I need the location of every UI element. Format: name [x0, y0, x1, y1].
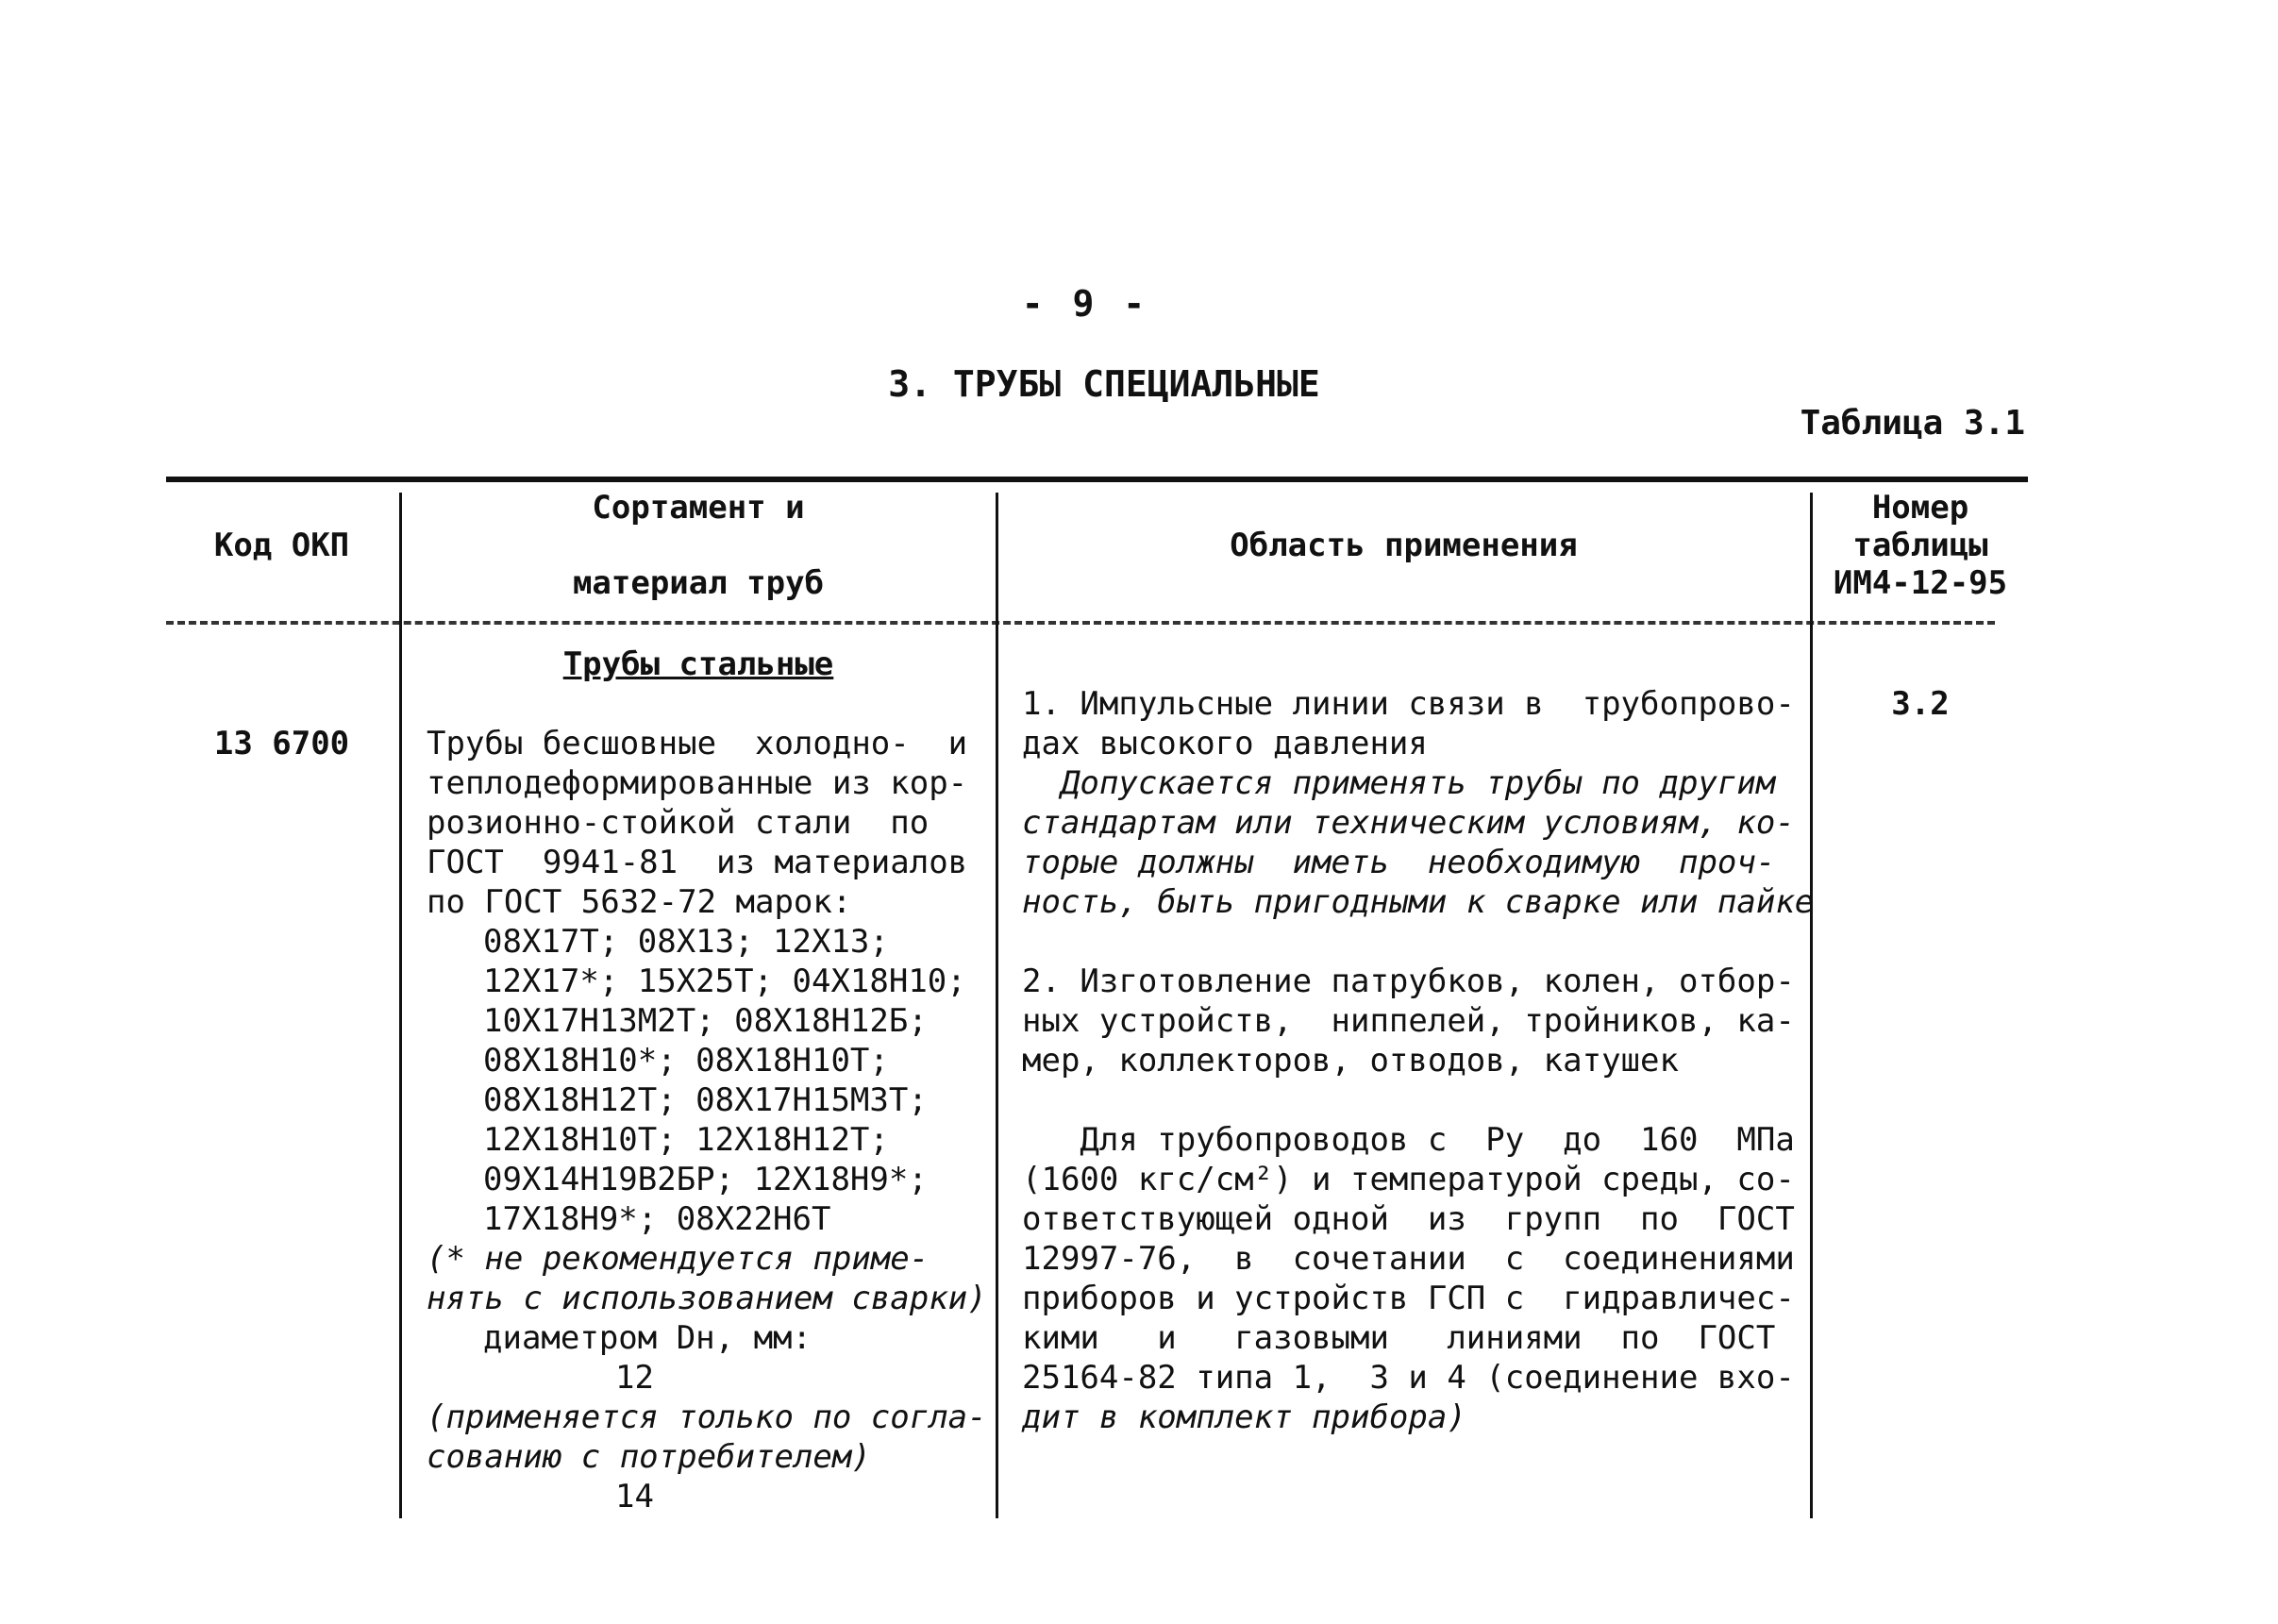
application-line: 2. Изготовление патрубков, колен, отбор-: [1022, 963, 1795, 1000]
application-line: 12997-76, в сочетании с соединениями: [1022, 1240, 1795, 1278]
steel-grades-line: 08Х18Н10*; 08Х18Н10Т;: [483, 1042, 889, 1080]
diameter-value: 12: [615, 1359, 654, 1397]
header-application: Область применения: [1230, 527, 1578, 564]
application-line: кими и газовыми линиями по ГОСТ: [1022, 1319, 1776, 1357]
application-line: 25164-82 типа 1, 3 и 4 (соединение вхо-: [1022, 1359, 1795, 1397]
header-assortment-line-2: материал труб: [572, 564, 825, 602]
table-top-rule: [166, 477, 2028, 482]
steel-grades-line: 17Х18Н9*; 08Х22Н6Т: [483, 1200, 831, 1238]
application-line: мер, коллекторов, отводов, катушек: [1022, 1042, 1679, 1080]
table-reference: 3.2: [1891, 685, 1950, 723]
blank-line: [1022, 1080, 1814, 1120]
assortment-line: Трубы бесшовные холодно- и: [427, 725, 968, 762]
welding-note-line: нять с использованием сварки): [427, 1280, 987, 1317]
assortment-line: ГОСТ 9941-81 из материалов: [427, 844, 968, 881]
agreement-note-line: (применяется только по согла-: [427, 1398, 987, 1436]
assortment-line: розионно-стойкой стали по: [427, 804, 930, 842]
section-title: 3. ТРУБЫ СПЕЦИАЛЬНЫЕ: [888, 363, 1320, 405]
application-line: 1. Импульсные линии связи в трубопрово-: [1022, 685, 1795, 723]
okp-code: 13 6700: [213, 725, 350, 762]
application-cell: [1022, 684, 1814, 1437]
permission-note-line: торые должны иметь необходимую проч-: [1022, 844, 1776, 881]
permission-note-line: ность, быть пригодными к сварке или пайке: [1022, 883, 1815, 921]
diameter-value: 14: [615, 1478, 654, 1515]
steel-grades-line: 10Х17Н13М2Т; 08Х18Н12Б;: [483, 1002, 928, 1040]
steel-grades-line: 09Х14Н19В2БР; 12Х18Н9*;: [483, 1161, 928, 1198]
assortment-cell: [427, 724, 987, 1516]
header-table-number-line-2: таблицы: [1852, 527, 1988, 564]
column-separator: [996, 493, 998, 1518]
agreement-note-line: сованию с потребителем): [427, 1438, 871, 1476]
application-line: ных устройств, ниппелей, тройников, ка-: [1022, 1002, 1795, 1040]
application-line: Для трубопроводов с Ру до 160 МПа: [1022, 1121, 1795, 1159]
header-table-number-line-3: ИМ4-12-95: [1833, 564, 2008, 602]
subheading-steel-pipes: Трубы стальные: [562, 645, 834, 683]
steel-grades-line: 08Х18Н12Т; 08Х17Н15М3Т;: [483, 1081, 928, 1119]
header-divider: [166, 621, 1995, 625]
application-line: дит в комплект прибора): [1022, 1398, 1466, 1436]
steel-grades-line: 12Х17*; 15Х25Т; 04Х18Н10;: [483, 963, 966, 1000]
column-separator: [399, 493, 402, 1518]
assortment-line: по ГОСТ 5632-72 марок:: [427, 883, 852, 921]
application-line: приборов и устройств ГСП с гидравличес-: [1022, 1280, 1795, 1317]
welding-note-line: (* не рекомендуется приме-: [427, 1240, 930, 1278]
permission-note-line: Допускается применять трубы по другим: [1022, 764, 1776, 802]
header-assortment-line-1: Сортамент и: [592, 489, 805, 527]
application-line: ответствующей одной из групп по ГОСТ: [1022, 1200, 1795, 1238]
steel-grades-line: 12Х18Н10Т; 12Х18Н12Т;: [483, 1121, 889, 1159]
page-number: - 9 -: [1021, 283, 1149, 325]
diameter-label: диаметром Dн, мм:: [483, 1319, 812, 1357]
steel-grades-line: 08Х17Т; 08Х13; 12Х13;: [483, 923, 889, 961]
blank-line: [1022, 922, 1814, 962]
permission-note-line: стандартам или техническим условиям, ко-: [1022, 804, 1795, 842]
header-table-number: [1817, 489, 2024, 602]
header-table-number-line-1: Номер: [1871, 489, 1969, 527]
application-line: дах высокого давления: [1022, 725, 1428, 762]
header-okp: Код ОКП: [213, 527, 350, 564]
table-label: Таблица 3.1: [1800, 404, 2025, 443]
application-line: (1600 кгс/см²) и температурой среды, со-: [1022, 1161, 1795, 1198]
assortment-line: теплодеформированные из кор-: [427, 764, 968, 802]
